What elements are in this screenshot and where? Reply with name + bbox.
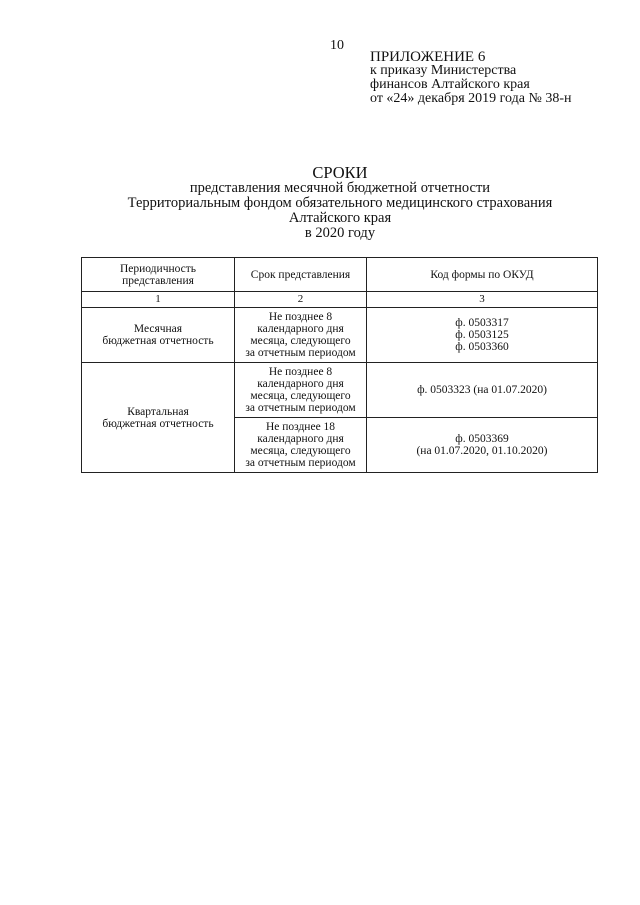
heading-line: в 2020 году — [304, 225, 376, 241]
heading-line: Территориальным фондом обязательного медицинского страхования — [127, 195, 553, 211]
appendix-line: финансов Алтайского края — [370, 77, 530, 92]
table-row — [82, 363, 598, 418]
deadline-cell: Не позднее 18 календарного дня месяца, следующего за отчетным периодом — [235, 418, 367, 473]
column-header: Код формы по ОКУД — [367, 258, 598, 292]
table-row — [82, 308, 598, 363]
appendix-block — [370, 50, 571, 106]
form-codes-cell: ф. 0503369 (на 01.07.2020, 01.10.2020) — [367, 418, 598, 473]
appendix-line: к приказу Министерства — [370, 63, 517, 78]
page-number: 10 — [330, 38, 344, 53]
reporting-schedule-table — [81, 257, 598, 473]
appendix-line: от «24» декабря 2019 года № 38-н — [370, 91, 572, 106]
column-number-row — [82, 292, 598, 308]
column-header: Периодичность представления — [82, 258, 235, 292]
periodicity-cell: Месячная бюджетная отчетность — [82, 308, 235, 363]
form-codes-cell: ф. 0503317 ф. 0503125 ф. 0503360 — [367, 308, 598, 363]
heading-line: Алтайского края — [288, 210, 392, 226]
document-title: СРОКИ — [312, 163, 368, 182]
column-number: 3 — [367, 292, 598, 308]
appendix-title: ПРИЛОЖЕНИЕ 6 — [370, 49, 486, 65]
column-number: 2 — [235, 292, 367, 308]
document-heading — [0, 164, 640, 241]
deadline-cell: Не позднее 8 календарного дня месяца, следующего за отчетным периодом — [235, 363, 367, 418]
column-header: Срок представления — [235, 258, 367, 292]
heading-line: представления месячной бюджетной отчетности — [189, 180, 491, 196]
column-number: 1 — [82, 292, 235, 308]
periodicity-cell: Квартальная бюджетная отчетность — [82, 363, 235, 473]
table-header-row — [82, 258, 598, 292]
deadline-cell: Не позднее 8 календарного дня месяца, следующего за отчетным периодом — [235, 308, 367, 363]
form-codes-cell: ф. 0503323 (на 01.07.2020) — [367, 363, 598, 418]
